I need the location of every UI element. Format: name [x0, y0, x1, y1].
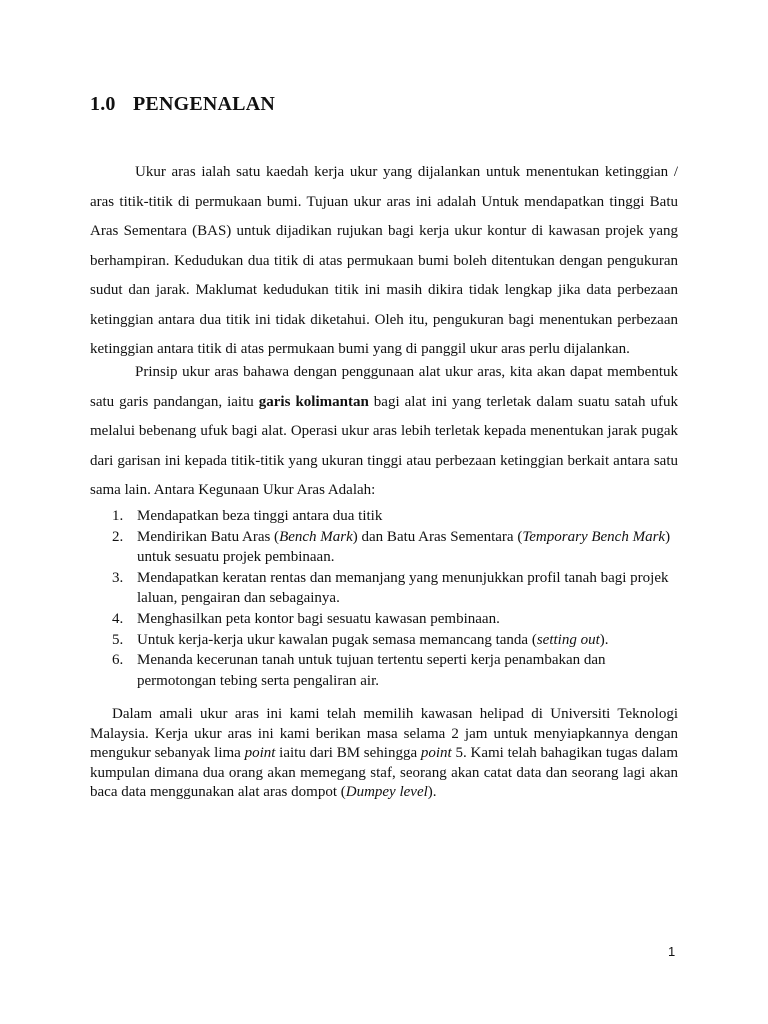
section-title: PENGENALAN	[133, 93, 276, 115]
list-item-text: Menanda kecerunan tanah untuk tujuan tertentu seperti kerja penambakan dan permotongan tebing serta pengaliran air.	[137, 652, 606, 689]
paragraph-2-text-before: Prinsip ukur aras bahawa dengan penggunaan alat ukur aras, kita akan dapat membentuk satu garis pandangan, iaitu	[90, 364, 678, 410]
list-item-text: Untuk kerja-kerja ukur kawalan pugak semasa memancang tanda (	[137, 631, 537, 648]
list-item-number: 6.	[112, 652, 124, 669]
paragraph-3-text: 5. Kami telah bahagikan tugas dalam kumpulan dimana dua orang akan memegang staf, seorang akan catat data dan seorang lagi akan baca data menggunakan alat aras dompot (	[90, 745, 678, 800]
list-item	[90, 650, 678, 691]
paragraph-3-italic-term: point	[420, 745, 452, 761]
paragraph-practical	[90, 705, 678, 803]
page-number: 1	[668, 944, 676, 959]
list-item-italic-term: setting out	[536, 631, 600, 648]
list-item-number: 3.	[112, 569, 124, 586]
list-item	[90, 630, 678, 651]
paragraph-3-text: iaitu dari BM sehingga	[275, 745, 421, 761]
list-item-number: 1.	[112, 508, 124, 524]
list-item-text: ) untuk sesuatu projek pembinaan.	[137, 528, 671, 566]
paragraph-3-text: ).	[427, 784, 437, 800]
paragraph-3-italic-term: point	[244, 745, 276, 761]
section-heading	[90, 93, 275, 116]
list-item	[90, 527, 678, 568]
list-item-italic-term: Temporary Bench Mark	[522, 528, 666, 545]
section-number: 1.0	[90, 93, 116, 115]
list-item	[90, 506, 678, 527]
list-item-number: 2.	[112, 528, 124, 545]
paragraph-1-text: Ukur aras ialah satu kaedah kerja ukur yang dijalankan untuk menentukan ketinggian / aras titik-titik di permukaan bumi. Tujuan ukur aras ini adalah Untuk mendapatkan tinggi Batu Aras Sementara (BAS) untuk dijadikan rujukan bagi kerja ukur kontur di kawasan projek yang berhampiran. Kedudukan dua titik di atas permukaan bumi boleh ditentukan dengan pengukuran sudut dan jarak. Maklumat kedudukan titik ini masih dikira tidak lengkap jika data perbezaan ketinggian antara dua titik ini tidak diketahui. Oleh itu, pengukuran bagi menentukan perbezaan ketinggian antara titik di atas permukaan bumi yang di panggil ukur aras perlu dijalankan.	[90, 164, 678, 357]
list-item-italic-term: Bench Mark	[279, 528, 353, 545]
list-item-text: ).	[599, 631, 609, 648]
list-item	[90, 609, 678, 630]
paragraph-principle	[90, 358, 678, 506]
list-item-number: 5.	[112, 631, 124, 648]
paragraph-3-italic-term: Dumpey level	[345, 784, 428, 800]
list-item-text: Mendirikan Batu Aras (	[137, 528, 280, 545]
paragraph-introduction	[90, 158, 678, 365]
list-item-text: Mendapatkan keratan rentas dan memanjang yang menunjukkan profil tanah bagi projek laluan, pengairan dan sebagainya.	[137, 569, 669, 607]
list-item-number: 4.	[112, 610, 124, 627]
paragraph-3-text: Dalam amali ukur aras ini kami telah memilih kawasan helipad di Universiti Teknologi Malaysia. Kerja ukur aras ini kami berikan masa selama 2 jam untuk menyiapkannya dengan mengukur sebanyak lima	[90, 706, 678, 761]
paragraph-2-bold-term: garis kolimantan	[258, 393, 369, 410]
list-item-text: Mendapatkan beza tinggi antara dua titik	[137, 508, 383, 524]
list-item	[90, 568, 678, 609]
paragraph-2-text-after: bagi alat ini yang terletak dalam suatu satah ufuk melalui bebenang ufuk bagi alat. Operasi ukur aras lebih terletak kepada menentukan jarak pugak dari garisan ini kepada titik-titik yang ukuran tinggi atau perbezaan ketinggian berkait antara satu sama lain. Antara Kegunaan Ukur Aras Adalah:	[90, 393, 678, 498]
list-item-text: ) dan Batu Aras Sementara (	[352, 528, 523, 545]
uses-list	[90, 506, 678, 691]
list-item-text: Menghasilkan peta kontor bagi sesuatu kawasan pembinaan.	[137, 610, 500, 627]
